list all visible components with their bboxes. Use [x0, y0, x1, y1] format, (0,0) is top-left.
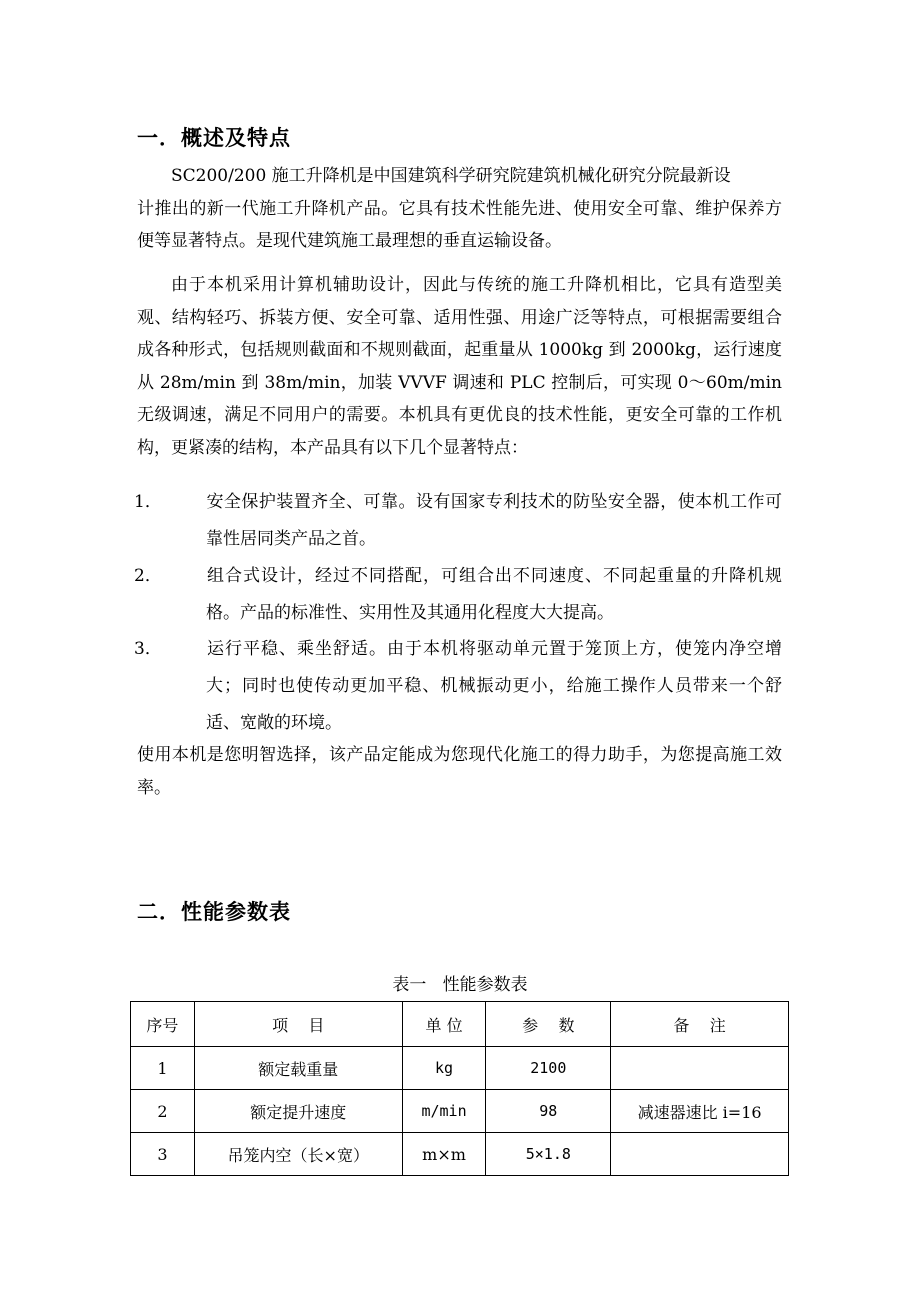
- header-cell-index: 序号: [131, 1002, 195, 1047]
- parameters-table: [130, 1001, 789, 1176]
- cell-remark: 减速器速比 i=16: [611, 1090, 789, 1133]
- cell-unit: m×m: [402, 1133, 486, 1176]
- cell-index: 3: [131, 1133, 195, 1176]
- feature-text: 组合式设计，经过不同搭配，可组合出不同速度、不同起重量的升降机规格。产品的标准性、实用性及其通用化程度大大提高。: [206, 566, 782, 623]
- cell-value: 2100: [486, 1047, 611, 1090]
- cell-remark: [611, 1133, 789, 1176]
- feature-list-item: [134, 631, 782, 742]
- header-cell-value: 参 数: [486, 1002, 611, 1047]
- table-header-row: [131, 1002, 789, 1047]
- cell-item: 额定载重量: [194, 1047, 402, 1090]
- paragraph-intro-rest: 计推出的新一代施工升降机产品。它具有技术性能先进、使用安全可靠、维护保养方便等显著特点。是现代建筑施工最理想的垂直运输设备。: [137, 198, 782, 251]
- cell-remark: [611, 1047, 789, 1090]
- cell-unit: kg: [402, 1047, 486, 1090]
- header-cell-remark: 备 注: [611, 1002, 789, 1047]
- feature-text: 运行平稳、乘坐舒适。由于本机将驱动单元置于笼顶上方，使笼内净空增大；同时也使传动更加平稳、机械振动更小，给施工操作人员带来一个舒适、宽敞的环境。: [206, 639, 782, 733]
- feature-number: 1．: [134, 492, 162, 512]
- cell-value: 5×1.8: [486, 1133, 611, 1176]
- cell-item: 额定提升速度: [194, 1090, 402, 1133]
- paragraph-closing: 使用本机是您明智选择，该产品定能成为您现代化施工的得力助手，为您提高施工效率。: [137, 745, 782, 798]
- feature-number: 3．: [134, 639, 162, 659]
- section-heading-overview: 一．概述及特点: [137, 126, 291, 150]
- feature-list-item: [134, 484, 782, 558]
- table-row: [131, 1047, 789, 1090]
- feature-list-item: [134, 558, 782, 632]
- table-row: [131, 1133, 789, 1176]
- cell-unit: m/min: [402, 1090, 486, 1133]
- paragraph-intro: [137, 160, 782, 258]
- cell-index: 2: [131, 1090, 195, 1133]
- table-row: [131, 1090, 789, 1133]
- header-cell-unit: 单 位: [402, 1002, 486, 1047]
- table-caption: 表一 性能参数表: [392, 975, 528, 995]
- feature-text: 安全保护装置齐全、可靠。设有国家专利技术的防坠安全器，使本机工作可靠性居同类产品之首。: [206, 492, 782, 549]
- paragraph-intro-first-line: SC200/200 施工升降机是中国建筑科学研究院建筑机械化研究分院最新设: [171, 166, 731, 186]
- feature-number: 2．: [134, 566, 162, 586]
- paragraph-design: 由于本机采用计算机辅助设计，因此与传统的施工升降机相比，它具有造型美观、结构轻巧、拆装方便、安全可靠、适用性强、用途广泛等特点，可根据需要组合成各种形式，包括规则截面和不规则截面，起重量从 1000kg 到 2000kg，运行速度从 28m/min 到 38m/min，加装 VVVF 调速和 PLC 控制后，可实现 0～60m/min 无级调速，满足不同用户的需要。本机具有更优良的技术性能，更安全可靠的工作机构，更紧凑的结构，本产品具有以下几个显著特点：: [137, 275, 782, 458]
- section-heading-parameters: 二．性能参数表: [137, 900, 291, 924]
- cell-index: 1: [131, 1047, 195, 1090]
- cell-item: 吊笼内空（长×宽）: [194, 1133, 402, 1176]
- cell-value: 98: [486, 1090, 611, 1133]
- header-cell-item: 项 目: [194, 1002, 402, 1047]
